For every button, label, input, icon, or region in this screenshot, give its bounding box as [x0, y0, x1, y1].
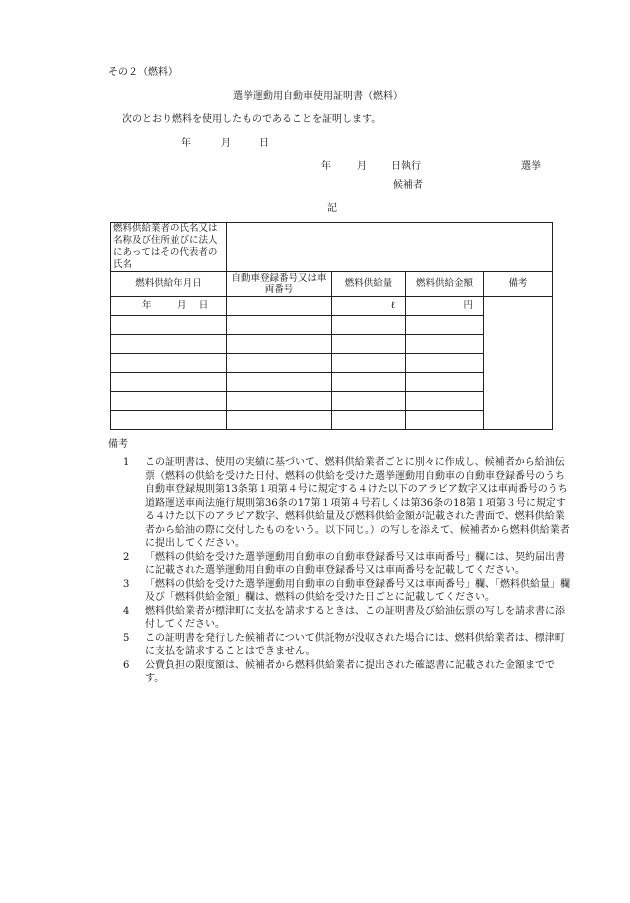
election-year: 年	[321, 161, 331, 172]
supply-date-cell[interactable]	[111, 316, 227, 335]
amount-cell[interactable]	[332, 335, 406, 354]
note-text: 「燃料の供給を受けた選挙運動用自動車の自動車登録番号又は車両番号」欄には、契約届出書に記載された選挙運動用自動車の自動車登録番号又は車両番号を記載してください。	[145, 551, 565, 576]
form-label: その２（燃料）	[108, 67, 178, 78]
notes-heading: 備考	[108, 439, 128, 450]
election-day-exec: 日執行	[391, 161, 421, 172]
note-item	[123, 659, 571, 686]
amount-cell[interactable]	[332, 411, 406, 430]
col-supply-date: 燃料供給年月日	[111, 272, 227, 297]
note-text: この証明書は、使用の実績に基づいて、燃料供給業者ごとに別々に作成し、候補者から給油伝票（燃料の供給を受けた日付、燃料の供給を受けた選挙運動用自動車の自動車登録番号のうち自動車登録規則第13条第１項第４号に規定する４けた以下のアラビア数字又は車両番号のうち道路運送車両法施行規則第36条の17第１項第４号若しくは第36条の18第１項第３号に規定する４けた以下のアラビア数字、燃料供給量及び燃料供給金額が記載された書面で、燃料供給業者から給油の際に交付したものをいう。以下同じ。）の写しを添えて、候補者から燃料供給業者に提出してください。	[145, 457, 570, 549]
registration-cell[interactable]	[227, 354, 332, 373]
amount-cell[interactable]	[332, 392, 406, 411]
col-supply-price: 燃料供給金額	[406, 272, 484, 297]
amount-cell[interactable]	[332, 316, 406, 335]
remarks-cell[interactable]	[484, 297, 553, 430]
note-item	[123, 632, 571, 659]
note-item	[123, 456, 571, 551]
note-number: 5	[123, 632, 130, 644]
date-day: 日	[259, 138, 269, 149]
price-cell[interactable]	[406, 411, 484, 430]
candidate-label: 候補者	[393, 180, 423, 191]
registration-cell[interactable]	[227, 316, 332, 335]
note-number: 3	[123, 578, 130, 590]
certify-date	[181, 137, 269, 151]
supply-date-cell[interactable]	[111, 411, 227, 430]
liter-unit: ℓ	[390, 300, 395, 311]
supplier-label: 燃料供給業者の氏名又は名称及び住所並びに法人にあってはその代表者の氏名	[111, 223, 227, 272]
date-month: 月	[221, 138, 231, 149]
row-day: 日	[198, 300, 209, 311]
fuel-usage-table	[110, 222, 553, 430]
amount-cell[interactable]	[332, 297, 406, 316]
note-number: 1	[123, 457, 130, 468]
col-supply-amount: 燃料供給量	[332, 272, 406, 297]
note-item	[123, 578, 571, 605]
note-item	[123, 551, 571, 578]
note-number: 4	[123, 605, 130, 617]
registration-cell[interactable]	[227, 335, 332, 354]
note-item	[123, 605, 571, 632]
election-word: 選挙	[521, 161, 541, 172]
note-number: 6	[123, 659, 130, 671]
intro-text: 次のとおり燃料を使用したものであることを証明します。	[122, 114, 382, 125]
note-text: 燃料供給業者が標津町に支払を請求するときは、この証明書及び給油伝票の写しを請求書に添付してください。	[145, 605, 565, 630]
price-cell[interactable]	[406, 335, 484, 354]
date-year: 年	[181, 138, 191, 149]
price-cell[interactable]	[406, 392, 484, 411]
col-remarks: 備考	[484, 272, 553, 297]
election-month: 月	[357, 161, 367, 172]
price-cell[interactable]	[406, 373, 484, 392]
registration-cell[interactable]	[227, 411, 332, 430]
notes-list	[123, 456, 571, 686]
supply-date-cell[interactable]	[111, 392, 227, 411]
yen-unit: 円	[463, 300, 473, 311]
note-text: この証明書を発行した候補者について供託物が没収された場合には、燃料供給業者は、標津町に支払を請求することはできません。	[145, 632, 565, 657]
note-number: 2	[123, 551, 130, 563]
price-cell[interactable]	[406, 354, 484, 373]
amount-cell[interactable]	[332, 354, 406, 373]
amount-cell[interactable]	[332, 373, 406, 392]
registration-cell[interactable]	[227, 392, 332, 411]
registration-cell[interactable]	[227, 373, 332, 392]
supply-date-cell[interactable]	[111, 354, 227, 373]
note-text: 「燃料の供給を受けた選挙運動用自動車の自動車登録番号又は車両番号」欄、「燃料供給量」欄及び「燃料供給金額」欄は、燃料の供給を受けた日ごとに記載してください。	[145, 578, 570, 603]
supply-date-cell[interactable]	[111, 373, 227, 392]
election-date	[321, 160, 421, 174]
row-month: 月	[176, 300, 187, 311]
registration-cell[interactable]	[227, 297, 332, 316]
col-registration-number: 自動車登録番号又は車両番号	[227, 272, 332, 297]
table-row	[111, 297, 553, 316]
supply-date-cell[interactable]	[111, 335, 227, 354]
price-cell[interactable]	[406, 316, 484, 335]
supplier-field[interactable]	[227, 223, 553, 272]
note-text: 公費負担の限度額は、候補者から燃料供給業者に提出された確認書に記載された金額までです。	[145, 659, 555, 684]
supply-date-cell[interactable]	[111, 297, 227, 316]
document-title: 選挙運動用自動車使用証明書（燃料）	[233, 91, 403, 102]
row-year: 年	[141, 300, 152, 311]
price-cell[interactable]	[406, 297, 484, 316]
ki-label: 記	[327, 203, 337, 214]
